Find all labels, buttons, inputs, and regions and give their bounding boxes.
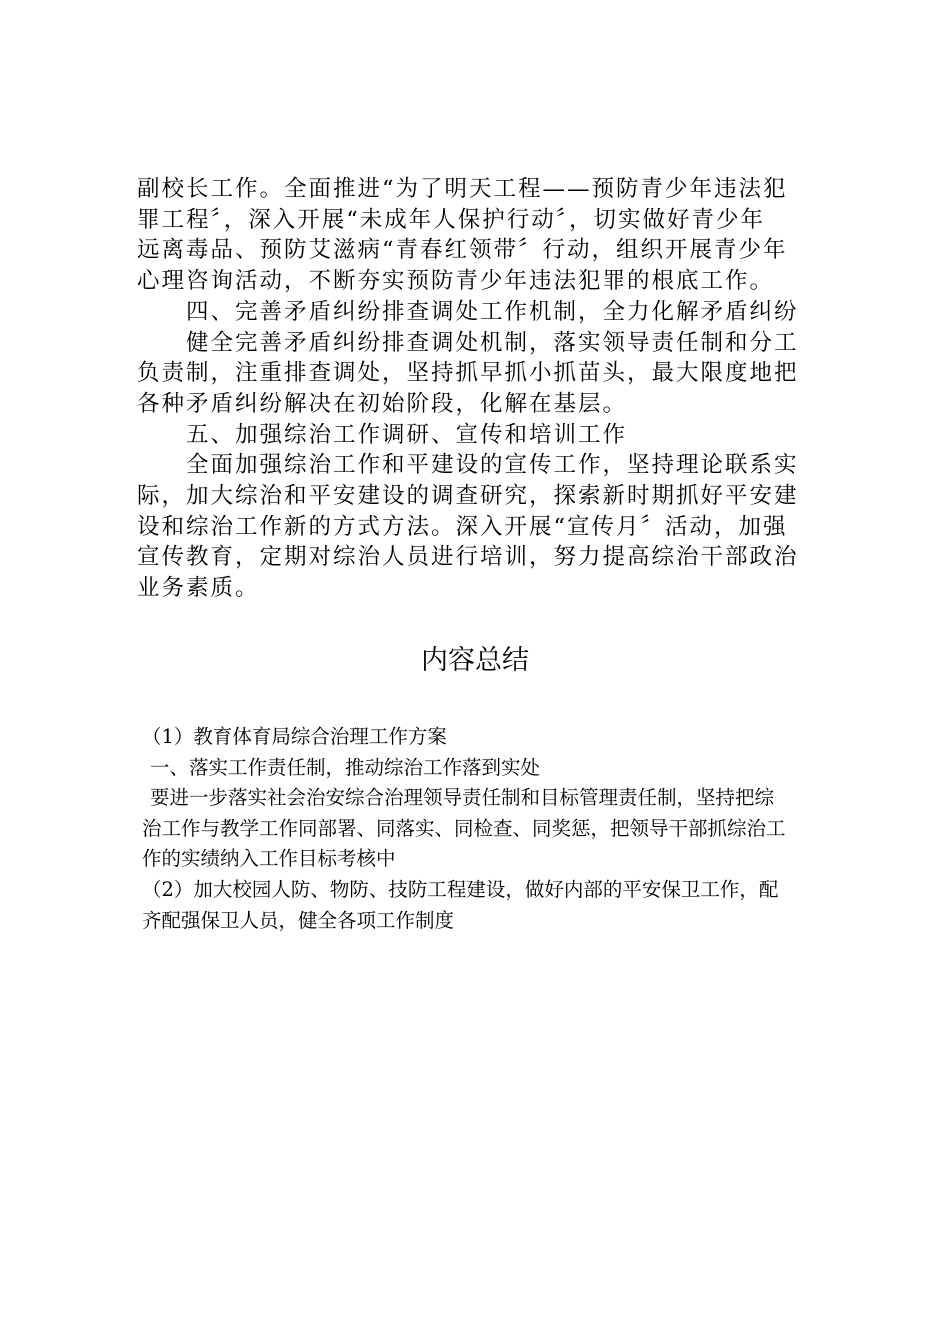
body-line: 业务素质。	[137, 575, 260, 602]
body-line: 副校长工作。全面推进“为了明天工程——预防青少年违法犯	[137, 176, 788, 202]
summary-title: 内容总结	[421, 645, 529, 676]
body-line: 健全完善矛盾纠纷排查调处机制，落实领导责任制和分工	[186, 329, 799, 356]
body-line: 设和综治工作新的方式方法。深入开展“宣传月〞活动，加强	[137, 513, 788, 540]
summary-line: 治工作与教学工作同部署、同落实、同检查、同奖惩，把领导干部抓综治工	[142, 816, 786, 840]
body-line: 远离毒品、预防艾滋病“青春红领带〞行动，组织开展青少年	[137, 237, 788, 264]
body-line: 罪工程〞，深入开展“未成年人保护行动〞，切实做好青少年	[137, 206, 766, 233]
summary-line: 齐配强保卫人员，健全各项工作制度	[142, 908, 455, 932]
body-line: 宣传教育，定期对综治人员进行培训，努力提高综治干部政治	[137, 544, 799, 571]
body-line: 全面加强综治工作和平建设的宣传工作，坚持理论联系实	[186, 452, 799, 479]
body-line: 心理咨询活动，不断夯实预防青少年违法犯罪的根底工作。	[137, 268, 775, 295]
summary-line: （2）加大校园人防、物防、技防工程建设，做好内部的平安保卫工作，配	[142, 877, 779, 901]
body-line: 负责制，注重排查调处，坚持抓早抓小抓苗头，最大限度地把	[137, 360, 799, 387]
summary-line: （1）教育体育局综合治理工作方案	[142, 725, 447, 748]
body-line: 各种矛盾纠纷解决在初始阶段，化解在基层。	[137, 390, 628, 417]
body-line: 际，加大综治和平安建设的调查研究，探索新时期抓好平安建	[137, 483, 799, 510]
body-text	[137, 174, 827, 604]
summary-line: 作的实绩纳入工作目标考核中	[142, 847, 396, 871]
summary-line: 要进一步落实社会治安综合治理领导责任制和目标管理责任制，坚持把综	[150, 786, 775, 810]
section-heading: 五、加强综治工作调研、宣传和培训工作	[186, 421, 628, 448]
section-heading: 四、完善矛盾纠纷排查调处工作机制，全力化解矛盾纠纷	[186, 298, 799, 325]
summary-section	[142, 722, 832, 936]
summary-line: 一、落实工作责任制，推动综治工作落到实处	[150, 755, 541, 779]
